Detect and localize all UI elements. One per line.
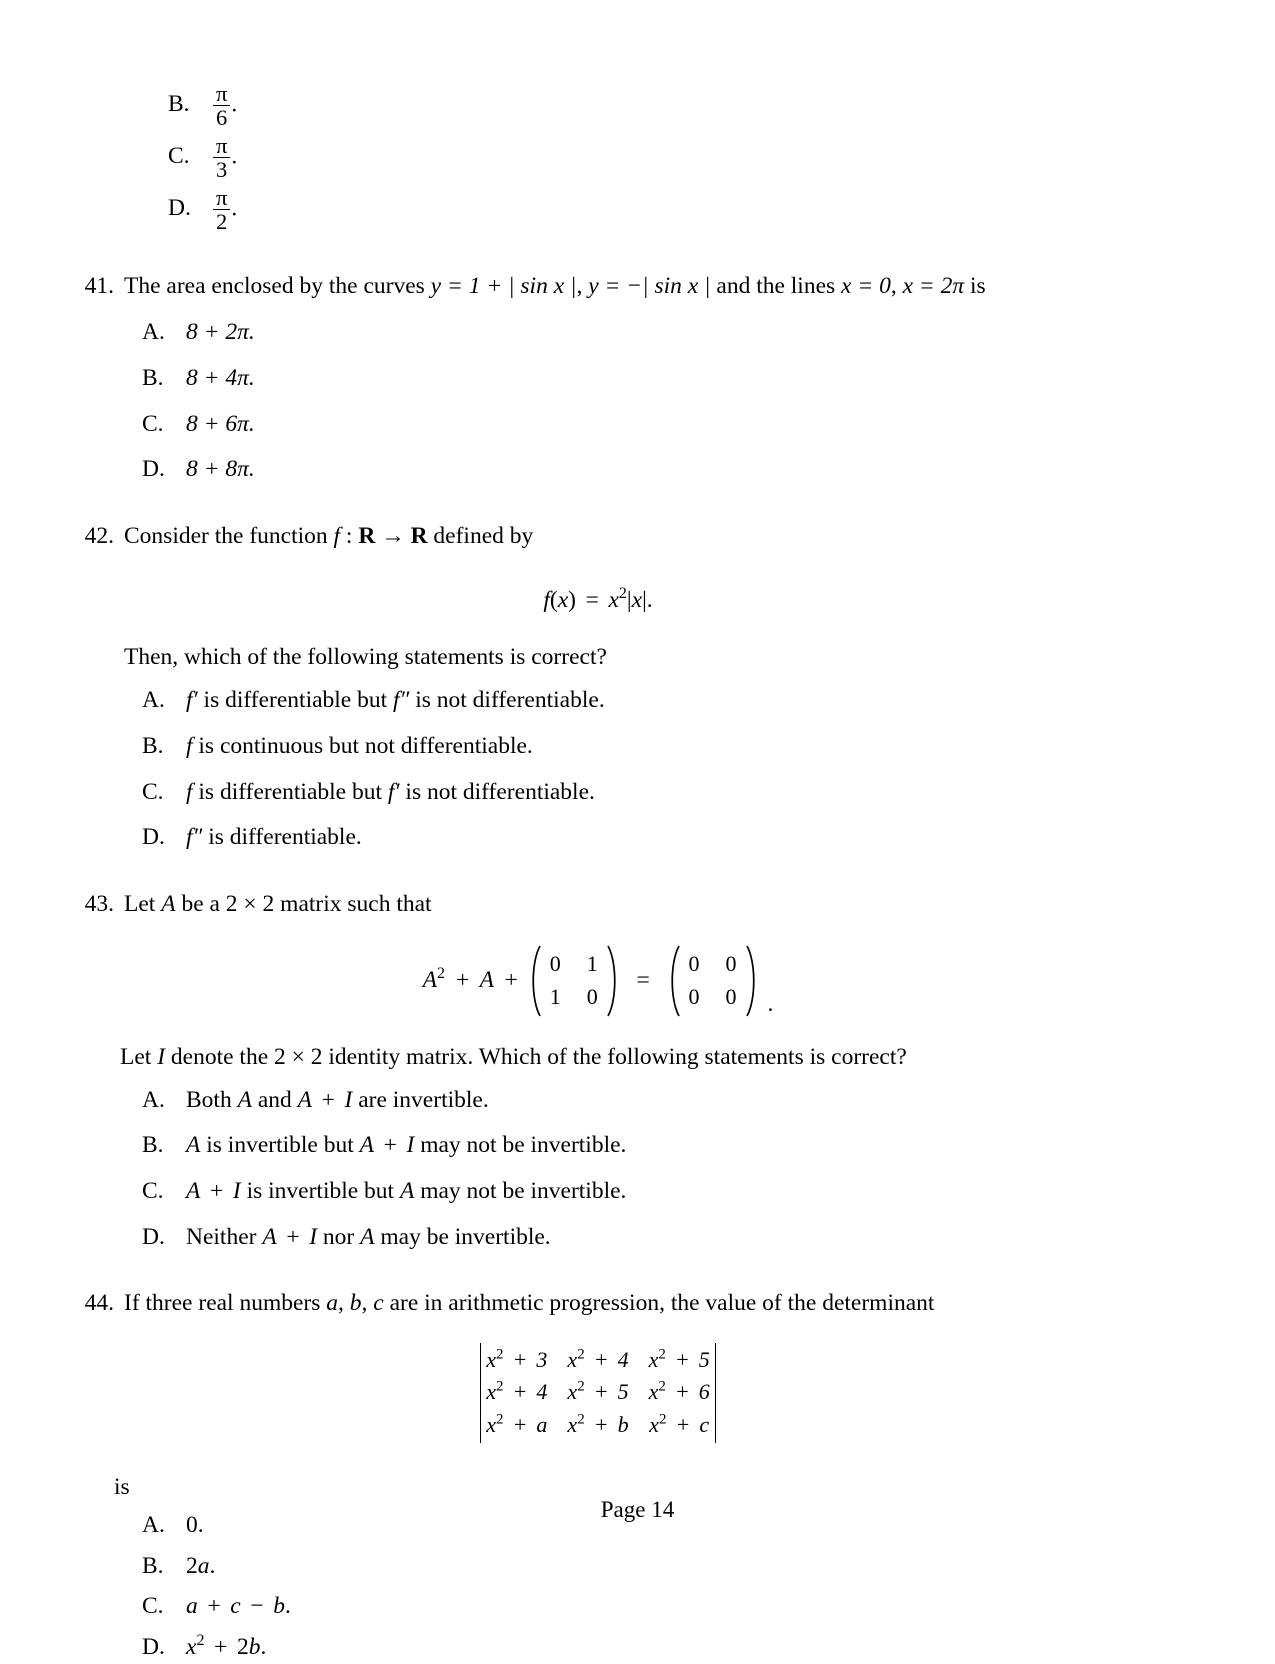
determinant-cell: $x^2 + a$ — [486, 1411, 548, 1438]
equation-period: . — [767, 990, 774, 1017]
option-label: C. — [168, 143, 190, 170]
option-item[interactable] — [78, 409, 1118, 441]
option-text-plain — [489, 1085, 490, 1086]
option-item[interactable] — [78, 82, 1118, 130]
option-label: C. — [142, 410, 164, 437]
option-item[interactable] — [78, 454, 1118, 486]
option-text-plain — [266, 1632, 267, 1633]
option-item[interactable] — [78, 1176, 1118, 1208]
question-stem-plain — [432, 888, 433, 889]
question-number: 41. — [84, 272, 114, 299]
stem-text-1: The area enclosed by the curves — [124, 272, 431, 299]
option-text: Neither A + I nor A may be invertible. — [186, 1223, 551, 1250]
right-paren-open-icon — [665, 944, 681, 1018]
stem-text-3: and the lines — [710, 272, 842, 299]
matrix-cell: 0 — [725, 950, 737, 976]
option-item[interactable] — [78, 186, 1118, 234]
q41-options — [78, 317, 1118, 486]
matrix-cell: 0 — [688, 950, 700, 976]
question-stem — [124, 270, 1118, 303]
question-stem: Consider the function f : R → R defined by — [124, 520, 1118, 553]
fraction-denominator: 2 — [213, 209, 230, 233]
option-text — [212, 134, 237, 182]
q44-options — [78, 1510, 1118, 1664]
determinant-cell: $x^2 + b$ — [567, 1411, 629, 1438]
determinant-wrapper — [480, 1343, 717, 1443]
question-stem-plain — [934, 1287, 935, 1288]
option-item[interactable] — [78, 1222, 1118, 1254]
question-41 — [78, 270, 1118, 303]
fraction — [213, 134, 230, 182]
page-content — [78, 78, 1118, 1664]
stem-equation-3: x = 0 — [841, 272, 891, 299]
option-label: C. — [142, 1177, 164, 1204]
option-text-plain — [626, 1130, 627, 1131]
option-item[interactable] — [78, 134, 1118, 182]
fraction-numerator: π — [216, 81, 228, 106]
option-item[interactable] — [78, 1591, 1118, 1623]
stem-text-4: , — [890, 272, 903, 299]
equation-lhs: $A^2 + A$ + — [422, 965, 520, 994]
fraction — [213, 82, 230, 130]
q42-display-equation: $f(x) = x^2|x|$. — [543, 585, 653, 614]
option-item[interactable] — [78, 1551, 1118, 1583]
option-label: B. — [142, 364, 164, 391]
determinant-cell: $x^2 + c$ — [649, 1411, 710, 1438]
matrix-cell: 1 — [549, 983, 561, 1009]
option-label: D. — [168, 195, 191, 222]
option-item[interactable] — [78, 1130, 1118, 1162]
option-text-plain — [626, 1176, 627, 1177]
option-text: 2a. — [186, 1552, 216, 1579]
option-text: f is differentiable but f′ is not differentiable. — [186, 778, 595, 805]
question-stem: Let A be a 2 × 2 matrix such that — [124, 888, 1118, 921]
equals-sign: = — [636, 967, 650, 994]
fraction — [213, 186, 230, 234]
option-item[interactable] — [78, 777, 1118, 809]
option-label: A. — [142, 1511, 165, 1538]
matrix-cell: 0 — [725, 983, 737, 1009]
option-item[interactable] — [78, 822, 1118, 854]
option-text: $x^2 + 2b$. — [186, 1632, 267, 1660]
option-text-plain — [215, 1551, 216, 1552]
matrix-left-grid — [542, 948, 606, 1013]
matrix-cell: 0 — [549, 950, 561, 976]
option-text: Both A and A + I are invertible. — [186, 1086, 489, 1113]
stem-equation-1: y = 1 + | sin x | — [430, 272, 577, 299]
q43-display-equation — [78, 944, 1118, 1018]
option-item[interactable] — [78, 731, 1118, 763]
option-text: A + I is invertible but A may not be invertible. — [186, 1177, 627, 1204]
determinant-grid — [481, 1343, 714, 1443]
stem-equation-2: y = −| sin x | — [588, 272, 711, 299]
fraction-denominator: 3 — [213, 157, 230, 181]
question-number: 42. — [84, 522, 114, 549]
option-label: A. — [142, 319, 165, 346]
option-text: a + c − b. — [186, 1593, 291, 1620]
option-period: . — [231, 143, 238, 170]
matrix-cell: 0 — [688, 983, 700, 1009]
right-paren-close-icon — [745, 944, 761, 1018]
option-text: f′ is differentiable but f″ is not differentiable. — [186, 687, 605, 714]
option-label: D. — [142, 824, 165, 851]
q44-tail-word: is — [114, 1473, 130, 1500]
option-label: D. — [142, 456, 165, 483]
fraction-numerator: π — [216, 132, 228, 158]
option-item[interactable] — [78, 317, 1118, 349]
question-43 — [78, 888, 1118, 921]
option-item[interactable] — [78, 363, 1118, 395]
option-text: f″ is differentiable. — [186, 824, 362, 851]
option-label: D. — [142, 1633, 165, 1660]
option-label: B. — [168, 91, 190, 118]
stem-text-2: , — [576, 272, 589, 299]
q43-follow-up-plain — [907, 1044, 908, 1045]
option-text-plain — [533, 731, 534, 732]
q43-follow-up: Let I denote the 2 × 2 identity matrix. Which of the following statements is correct? — [120, 1043, 907, 1070]
option-text: A is invertible but A + I may not be invertible. — [186, 1132, 627, 1159]
option-text-plain — [595, 777, 596, 778]
question-stem-plain — [533, 520, 534, 521]
option-label: B. — [142, 1552, 164, 1579]
determinant-cell: $x^2 + 4$ — [567, 1346, 629, 1372]
option-period: . — [231, 195, 238, 222]
q42-options — [78, 685, 1118, 854]
left-paren-close-icon — [606, 944, 622, 1018]
option-label: D. — [142, 1223, 165, 1250]
page-footer: Page 14 — [600, 1497, 675, 1522]
fraction-numerator: π — [216, 184, 228, 210]
question-number: 43. — [84, 891, 114, 918]
option-label: A. — [142, 687, 165, 714]
q42-display-equation-plain — [653, 587, 654, 588]
option-label: C. — [142, 778, 164, 805]
question-number: 44. — [84, 1290, 114, 1317]
option-text: 8 + 4π. — [186, 364, 255, 391]
determinant-cell: $x^2 + 6$ — [648, 1379, 710, 1405]
q40-continued-options — [78, 82, 1118, 234]
option-label: B. — [142, 1132, 164, 1159]
question-stem: If three real numbers a, b, c are in arithmetic progression, the value of the determinant — [124, 1287, 1118, 1320]
matrix-cell: 1 — [586, 950, 598, 976]
option-text — [212, 82, 237, 130]
option-item[interactable] — [78, 685, 1118, 717]
question-42 — [78, 520, 1118, 553]
option-text: 8 + 6π. — [186, 410, 255, 437]
option-text: f is continuous but not differentiable. — [186, 733, 533, 760]
determinant-right-bar — [715, 1343, 717, 1443]
fraction-denominator: 6 — [213, 105, 230, 129]
option-label: B. — [142, 733, 164, 760]
option-item[interactable] — [78, 1632, 1118, 1664]
matrix-right-grid — [681, 948, 745, 1013]
determinant-cell: $x^2 + 5$ — [567, 1379, 629, 1405]
matrix-left — [526, 944, 622, 1018]
option-text-plain — [291, 1591, 292, 1592]
question-44 — [78, 1287, 1118, 1320]
option-text-plain — [551, 1222, 552, 1223]
q43-options — [78, 1085, 1118, 1254]
option-text: 8 + 2π. — [186, 319, 255, 346]
option-text-plain — [605, 685, 606, 686]
option-label: C. — [142, 1593, 164, 1620]
q44-determinant — [78, 1343, 1118, 1450]
left-paren-open-icon — [526, 944, 542, 1018]
determinant-cell: $x^2 + 3$ — [486, 1346, 548, 1372]
option-text: 8 + 8π. — [186, 456, 255, 483]
option-label: A. — [142, 1086, 165, 1113]
determinant-cell: $x^2 + 4$ — [486, 1379, 548, 1405]
option-text: 0. — [186, 1511, 204, 1538]
option-item[interactable] — [78, 1085, 1118, 1117]
option-text-plain — [362, 822, 363, 823]
determinant-cell: $x^2 + 5$ — [648, 1346, 710, 1372]
matrix-right — [665, 944, 761, 1018]
q42-follow-up: Then, which of the following statements is correct? — [124, 644, 607, 671]
stem-equation-4: x = 2π — [902, 272, 965, 299]
option-period: . — [231, 91, 238, 118]
matrix-cell: 0 — [586, 983, 598, 1009]
stem-text-5: is — [964, 272, 986, 299]
option-text — [212, 186, 237, 234]
